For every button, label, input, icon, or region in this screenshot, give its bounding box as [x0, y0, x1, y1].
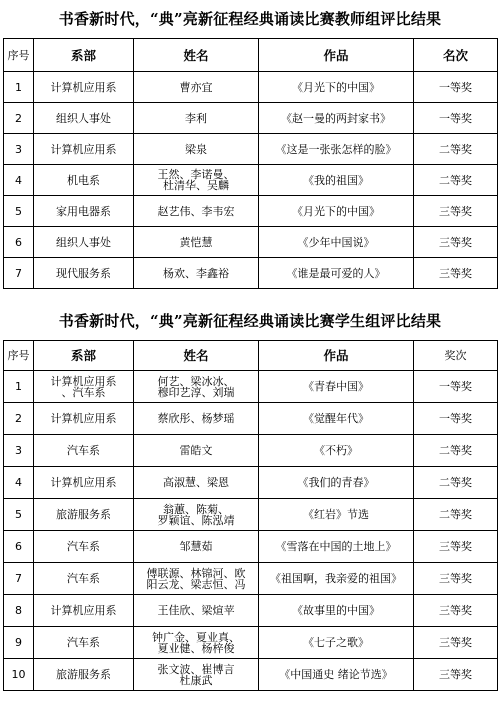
cell-name: 翁蕙、陈菊、 罗颖谊、陈泓靖 [134, 499, 259, 531]
cell-rank: 二等奖 [414, 134, 498, 165]
cell-name: 蔡欣彤、杨梦瑶 [134, 403, 259, 435]
cell-rank: 二等奖 [414, 435, 498, 467]
cell-index: 4 [4, 467, 34, 499]
table-row [4, 499, 498, 531]
cell-rank: 一等奖 [414, 103, 498, 134]
header-award: 奖次 [414, 341, 498, 371]
cell-department: 组织人事处 [34, 103, 134, 134]
cell-rank: 三等奖 [414, 659, 498, 691]
cell-rank: 一等奖 [414, 72, 498, 103]
table-row [4, 531, 498, 563]
cell-department: 旅游服务系 [34, 499, 134, 531]
cell-work: 《中国通史 绪论节选》 [259, 659, 414, 691]
cell-department: 组织人事处 [34, 227, 134, 258]
table-row [4, 627, 498, 659]
cell-department: 家用电器系 [34, 196, 134, 227]
cell-work: 《故事里的中国》 [259, 595, 414, 627]
cell-rank: 三等奖 [414, 531, 498, 563]
cell-department: 现代服务系 [34, 258, 134, 289]
cell-name: 何艺、梁冰冰、 穆印艺淳、刘瑞 [134, 371, 259, 403]
table-row [4, 659, 498, 691]
table-header-row [4, 39, 498, 72]
cell-work: 《少年中国说》 [259, 227, 414, 258]
cell-work: 《觉醒年代》 [259, 403, 414, 435]
student-results-table [3, 340, 498, 691]
cell-rank: 一等奖 [414, 371, 498, 403]
cell-work: 《我们的青春》 [259, 467, 414, 499]
header-work: 作品 [259, 39, 414, 72]
cell-department: 计算机应用系 [34, 72, 134, 103]
cell-department: 汽车系 [34, 627, 134, 659]
table-row [4, 196, 498, 227]
header-index: 序号 [4, 39, 34, 72]
cell-work: 《不朽》 [259, 435, 414, 467]
cell-work: 《赵一曼的两封家书》 [259, 103, 414, 134]
cell-work: 《谁是最可爱的人》 [259, 258, 414, 289]
header-department: 系部 [34, 341, 134, 371]
cell-name: 赵艺伟、李韦宏 [134, 196, 259, 227]
cell-name: 张文波、崔博言 杜康武 [134, 659, 259, 691]
cell-index: 5 [4, 499, 34, 531]
table-row [4, 403, 498, 435]
table-row [4, 227, 498, 258]
table-row [4, 258, 498, 289]
cell-department: 汽车系 [34, 531, 134, 563]
table-header-row [4, 341, 498, 371]
cell-index: 2 [4, 103, 34, 134]
cell-department: 计算机应用系 [34, 134, 134, 165]
cell-rank: 三等奖 [414, 595, 498, 627]
header-name: 姓名 [134, 341, 259, 371]
cell-work: 《月光下的中国》 [259, 196, 414, 227]
cell-index: 1 [4, 371, 34, 403]
cell-rank: 三等奖 [414, 563, 498, 595]
cell-name: 高淑慧、梁恩 [134, 467, 259, 499]
table-row [4, 134, 498, 165]
teacher-table-body [4, 72, 498, 289]
table-row [4, 435, 498, 467]
cell-index: 7 [4, 258, 34, 289]
cell-department: 计算机应用系 、汽车系 [34, 371, 134, 403]
cell-department: 计算机应用系 [34, 595, 134, 627]
cell-name: 杨欢、李鑫裕 [134, 258, 259, 289]
table-row [4, 563, 498, 595]
cell-department: 汽车系 [34, 563, 134, 595]
cell-work: 《雪落在中国的土地上》 [259, 531, 414, 563]
cell-rank: 二等奖 [414, 165, 498, 196]
cell-index: 8 [4, 595, 34, 627]
cell-index: 1 [4, 72, 34, 103]
table-row [4, 371, 498, 403]
cell-work: 《月光下的中国》 [259, 72, 414, 103]
header-name: 姓名 [134, 39, 259, 72]
cell-work: 《这是一张张怎样的脸》 [259, 134, 414, 165]
cell-work: 《祖国啊，我亲爱的祖国》 [259, 563, 414, 595]
cell-index: 9 [4, 627, 34, 659]
cell-name: 李利 [134, 103, 259, 134]
cell-rank: 三等奖 [414, 627, 498, 659]
cell-department: 旅游服务系 [34, 659, 134, 691]
cell-rank: 一等奖 [414, 403, 498, 435]
table-row [4, 165, 498, 196]
cell-department: 计算机应用系 [34, 403, 134, 435]
cell-index: 6 [4, 531, 34, 563]
cell-index: 2 [4, 403, 34, 435]
table-row [4, 72, 498, 103]
header-department: 系部 [34, 39, 134, 72]
cell-name: 雷皓文 [134, 435, 259, 467]
table-row [4, 595, 498, 627]
student-table-body [4, 371, 498, 691]
cell-index: 10 [4, 659, 34, 691]
cell-name: 曹亦宜 [134, 72, 259, 103]
cell-name: 黄恺慧 [134, 227, 259, 258]
cell-name: 钟广金、夏业真、 夏业健、杨梓俊 [134, 627, 259, 659]
cell-name: 邹慧茹 [134, 531, 259, 563]
cell-rank: 三等奖 [414, 196, 498, 227]
cell-rank: 二等奖 [414, 499, 498, 531]
cell-department: 计算机应用系 [34, 467, 134, 499]
cell-work: 《青春中国》 [259, 371, 414, 403]
cell-index: 4 [4, 165, 34, 196]
header-rank: 名次 [414, 39, 498, 72]
header-index: 序号 [4, 341, 34, 371]
cell-department: 汽车系 [34, 435, 134, 467]
cell-work: 《红岩》节选 [259, 499, 414, 531]
cell-rank: 三等奖 [414, 258, 498, 289]
cell-rank: 二等奖 [414, 467, 498, 499]
cell-work: 《我的祖国》 [259, 165, 414, 196]
header-work: 作品 [259, 341, 414, 371]
table-row [4, 103, 498, 134]
cell-name: 王然、李诺曼、 杜清华、吴麟 [134, 165, 259, 196]
cell-department: 机电系 [34, 165, 134, 196]
cell-name: 王佳欣、梁煊苹 [134, 595, 259, 627]
cell-index: 3 [4, 134, 34, 165]
teacher-results-table [3, 38, 498, 289]
teacher-results-title: 书香新时代，“典”亮新征程经典诵读比赛教师组评比结果 [58, 10, 442, 28]
cell-rank: 三等奖 [414, 227, 498, 258]
cell-name: 傅联源、林锦河、欧 阳云龙、梁志恒、冯 [134, 563, 259, 595]
cell-name: 梁泉 [134, 134, 259, 165]
cell-index: 5 [4, 196, 34, 227]
cell-index: 6 [4, 227, 34, 258]
cell-index: 7 [4, 563, 34, 595]
cell-index: 3 [4, 435, 34, 467]
cell-work: 《七子之歌》 [259, 627, 414, 659]
table-row [4, 467, 498, 499]
student-results-title: 书香新时代，“典”亮新征程经典诵读比赛学生组评比结果 [58, 312, 442, 330]
